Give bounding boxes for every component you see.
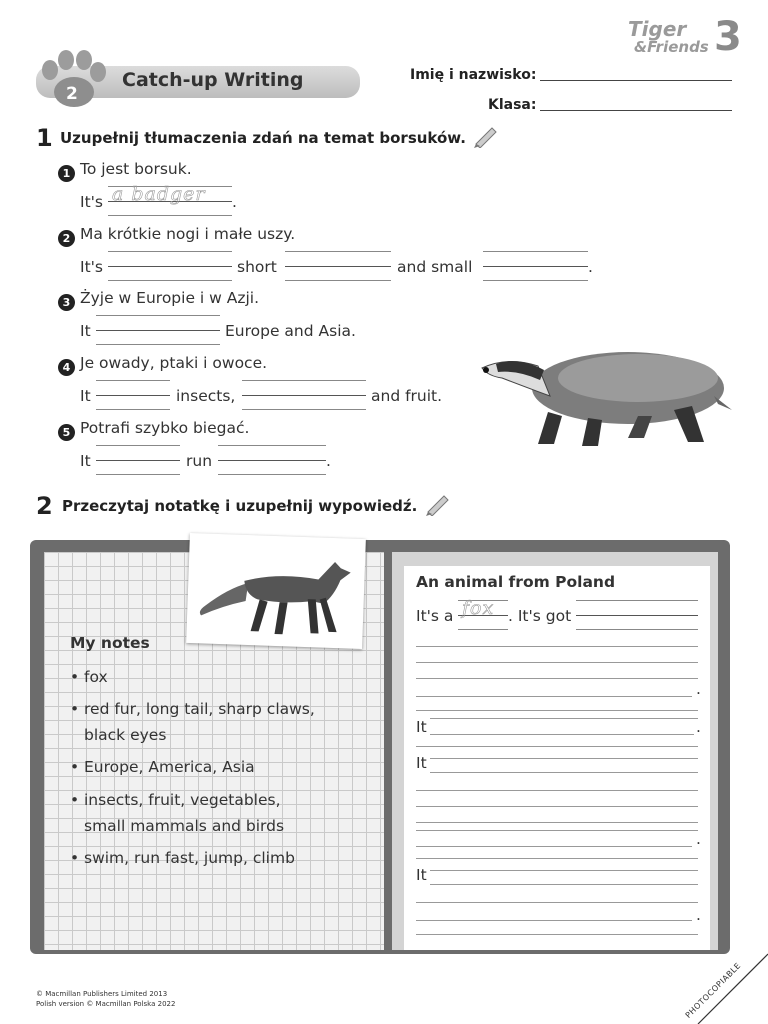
- item-word: and small: [397, 258, 473, 276]
- item-polish: Je owady, ptaki i owoce.: [80, 354, 268, 372]
- note-item: • swim, run fast, jump, climb: [70, 849, 295, 867]
- note-item: • red fur, long tail, sharp claws, black eyes: [70, 700, 315, 744]
- item-number: 1: [58, 165, 75, 182]
- exercise-number: 1: [36, 124, 53, 152]
- answer-line[interactable]: [108, 251, 232, 281]
- item-polish: To jest borsuk.: [80, 160, 192, 178]
- answer-line[interactable]: [576, 600, 698, 630]
- badger-illustration: [478, 326, 734, 454]
- name-field[interactable]: [540, 80, 732, 81]
- traced-answer: fox: [462, 597, 495, 619]
- item-word: short: [237, 258, 277, 276]
- it-label: It: [416, 718, 427, 736]
- unit-number: 2: [66, 84, 78, 104]
- item-number: 3: [58, 294, 75, 311]
- item-word: and fruit.: [371, 387, 443, 405]
- class-label: Klasa:: [488, 97, 537, 113]
- item-period: .: [232, 193, 237, 211]
- period: .: [696, 830, 701, 848]
- fox-photo-card: [186, 533, 366, 649]
- item-english-start: It: [80, 322, 91, 340]
- period: .: [696, 718, 701, 736]
- item-english-start: It's: [80, 258, 103, 276]
- exercise-number: 2: [36, 492, 53, 520]
- item-period: .: [588, 258, 593, 276]
- answer-line[interactable]: [285, 251, 391, 281]
- it-label: It: [416, 866, 427, 884]
- logo-line1: Tiger: [628, 17, 687, 41]
- fox-illustration: [186, 533, 366, 649]
- name-label: Imię i nazwisko:: [410, 67, 537, 83]
- logo-level: 3: [714, 14, 742, 60]
- item-polish: Żyje w Europie i w Azji.: [80, 289, 260, 307]
- item-word: run: [186, 452, 213, 470]
- answer-line[interactable]: [108, 183, 232, 216]
- item-word: insects,: [176, 387, 236, 405]
- text-start: It's a: [416, 607, 454, 625]
- traced-answer: a badger: [112, 183, 206, 205]
- item-english-start: It: [80, 452, 91, 470]
- item-polish: Ma krótkie nogi i małe uszy.: [80, 225, 296, 243]
- it-label: It: [416, 754, 427, 772]
- note-item: • fox: [70, 668, 108, 686]
- period: .: [696, 680, 701, 698]
- note-item: • insects, fruit, vegetables, small mammals and birds: [70, 791, 285, 835]
- section-title: Catch-up Writing: [122, 69, 304, 91]
- item-number: 2: [58, 230, 75, 247]
- photocopiable-corner: [668, 924, 768, 1024]
- photocopiable-label: PHOTOCOPIABLE: [683, 961, 743, 1020]
- copyright-line2: Polish version © Macmillan Polska 2022: [36, 1000, 176, 1008]
- item-english-start: It's: [80, 193, 103, 211]
- answer-line[interactable]: [242, 380, 366, 410]
- text-continue: . It's got: [508, 607, 572, 625]
- pencil-icon: [424, 492, 450, 516]
- answer-line[interactable]: [483, 251, 588, 281]
- answer-line[interactable]: [458, 597, 508, 630]
- tiger-friends-logo: [628, 14, 748, 66]
- item-period: .: [326, 452, 331, 470]
- answer-line[interactable]: [218, 445, 326, 475]
- copyright-line1: © Macmillan Publishers Limited 2013: [36, 990, 168, 998]
- exercise-instruction: Uzupełnij tłumaczenia zdań na temat borsuków.: [60, 129, 466, 147]
- class-field[interactable]: [540, 110, 732, 111]
- item-polish: Potrafi szybko biegać.: [80, 419, 250, 437]
- period: .: [696, 906, 701, 924]
- item-number: 5: [58, 424, 75, 441]
- answer-line[interactable]: [96, 380, 170, 410]
- answer-line[interactable]: [96, 315, 220, 345]
- text-title: An animal from Poland: [416, 573, 616, 591]
- logo-line2: &Friends: [634, 38, 709, 56]
- pencil-icon: [472, 124, 498, 148]
- item-number: 4: [58, 359, 75, 376]
- note-item: • Europe, America, Asia: [70, 758, 255, 776]
- item-english-start: It: [80, 387, 91, 405]
- exercise-instruction: Przeczytaj notatkę i uzupełnij wypowiedź.: [62, 497, 418, 515]
- notes-title: My notes: [70, 634, 150, 652]
- item-word: Europe and Asia.: [225, 322, 356, 340]
- answer-line[interactable]: [96, 445, 180, 475]
